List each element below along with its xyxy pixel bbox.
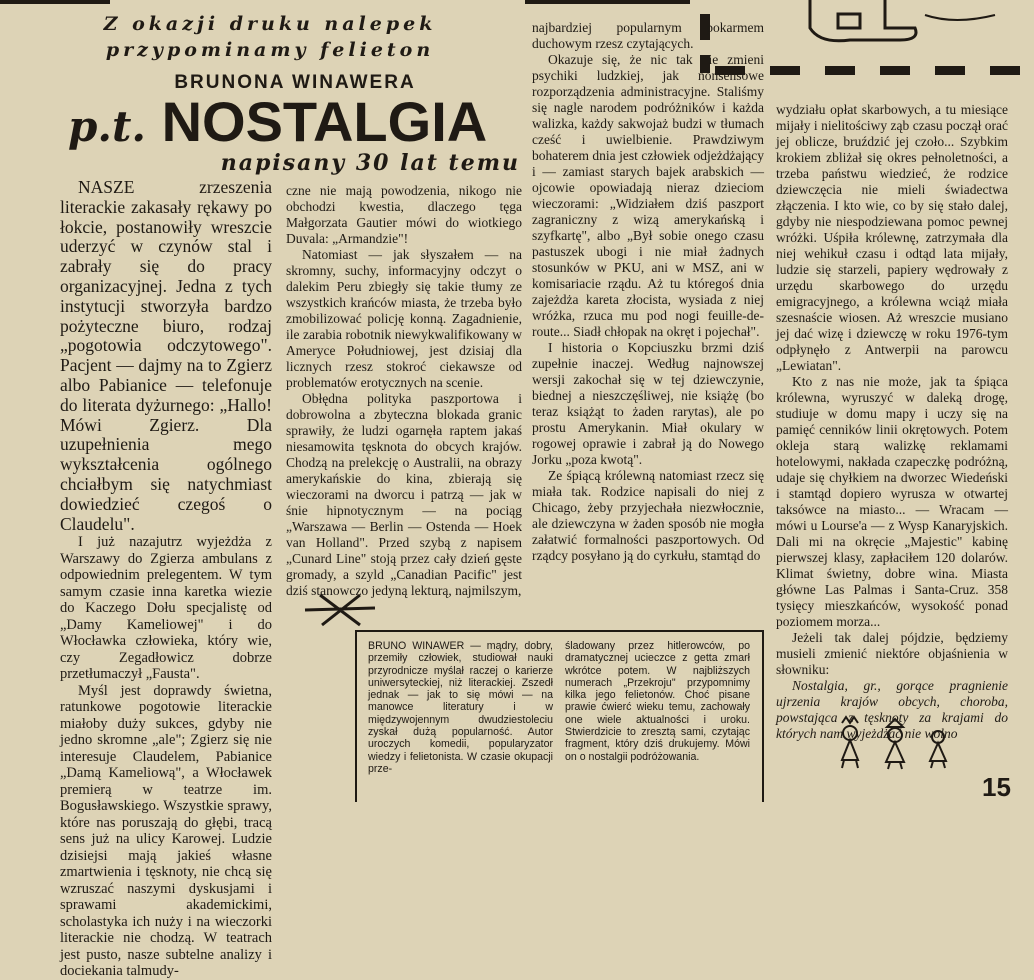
paragraph: Ze śpiącą królewną natomiast rzecz się miała tak. Rodzice napisali do niej z Chicago, żeby przyjechała niezwłocznie, ale dziewczyna w żaden sposób nie mogła załatwić formalności paszportowych. Od rządcy posyłano ją do cyrkułu, stamtąd do (532, 468, 764, 563)
top-rule-left (0, 0, 110, 4)
figures-icon (820, 715, 970, 770)
paragraph: Obłędna polityka paszportowa i dobrowolna a zbyteczna blokada granic sprawiły, że ludzi ogarnęła raptem jakaś niesamowita tęsknota do obcych krajów. Chodzą na prelekcję o Australii, na obrazy amerykańskie do kina, zbierają się wieczorami na dworcu i patrzą — jak w śnie hipnotycznym — na pociąg „Warszawa — Berlin — Ostenda — Hoek van Holland". Przed szybą z napisem „Cunard Line" stoją przez cały dzień gęste gromady, a szyld „Canadian Pacific" jest dziś stanowczo jedyną lekturą, najmilszym, (286, 391, 522, 598)
paragraph: NASZE zrzeszenia literackie zakasały rękawy po łokcie, postanowiły wreszcie uderzyć w czynów stal i zabrały się do pracy organizacyjnej. Jedna z tych instytucji stworzyła bardzo pożyteczne biuro, rodzaj „pogotowia odczytowego". Pacjent — dajmy na to Zgierz albo Pabianice — telefonuje do literata dyżurnego: „Hallo! Mówi Zgierz. Dla uzupełnienia mego wykształcenia ogólnego chciałbym się natychmiast dowiedzieć czegoś o Claudelu". (60, 177, 272, 534)
article-title (68, 92, 487, 157)
kicker-line-1: Z okazji druku nalepek (103, 13, 437, 35)
title-word: NOSTALGIA (161, 90, 488, 153)
subtitle: napisany 30 lat temu (220, 150, 520, 176)
paragraph: czne nie mają powodzenia, nikogo nie obchodzi kwestia, dlaczego tęga Małgorzata Gautier mówi do wiotkiego Duvala: „Armandzie"! (286, 183, 522, 246)
paragraph: I historia o Kopciuszku brzmi dziś zupełnie inaczej. Według najnowszej wersji zakochał się w tej dziewczynie, biednej a nieszczęśliwej, nie książę (bo teraz książąt to żaden rarytas), ale po prostu Amerykanin. Miał okulary w rogowej oprawie i zabrał ją do Nowego Jorku „poza kwotą". (532, 340, 764, 467)
paragraph: Natomiast — jak słyszałem — na skromny, suchy, informacyjny odczyt o dalekim Peru zbiegły się takie tłumy ze wszystkich krańców miasta, że trzeba było zmobilizować policję konną. Zagadnienie, ile zarabia robotnik niewykwalifikowany w Ameryce Południowej, jest dzisiaj dla licznych rzesz stokroć ciekawsze od problematów erotycznych na scenie. (286, 247, 522, 390)
column-1 (60, 177, 272, 980)
kicker-line-2: przypominamy felieton (105, 39, 435, 61)
column-3 (532, 20, 764, 612)
paragraph: Okazuje się, że nic tak nie zmieni psychiki ludzkiej, jak nonsensowe rozporządzenia administracyjne. Staliśmy się nagle narodem podróżników i każda walizka, każdy sakwojaż budzi w tłumach cześć i uwielbienie. Prawdziwym bohaterem dnia jest człowiek odjeżdżający i — zamiast starych bajek arabskich — ojcowie opowiadają nieraz dzieciom wieczorami: „Widziałem dziś paszport zagraniczny z wizą amerykańską i szyfkartę", albo „Był sobie onego czasu pastuszek ubogi i nie miał żadnych stosunków w PKU, ani w MSZ, ani w komisariacie rządu. Aż tu któregoś dnia zajeżdża kareta złocista, wysiada z niej wróżka, rzuca mu pod nogi feuille-de-route... Siadł chłopak na okręt i pojechał". (532, 52, 764, 339)
paragraph: Jeżeli tak dalej pójdzie, będziemy musieli zmienić niektóre objaśnienia w słowniku: (776, 630, 1008, 677)
paragraph: Myśl jest doprawdy świetna, ratunkowe pogotowie literackie miałoby duży sukces, gdyby nie jedno skromne „ale"; Zgierz się nie interesuje Claudelem, Pabianice „Damą Kameliową", a Włocławek premierą w teatrze im. Bogusławskiego. Wszystkie sprawy, które nas poruszają do głębi, tracą sens już na ulicy Karowej. Ludzie dzisiejsi mają jakieś własne zmartwienia i tęsknoty, nie chcą się wzruszać naszymi dyskusjami i sprawami akademickimi, scholastyka ich nuży i na wieczorki literackie nie chodzą. W teatrach jest pusto, nasze subtelne analizy i dociekania talmudy- (60, 682, 272, 980)
corner-illustration (790, 0, 1010, 50)
author-name: BRUNONA WINAWERA (174, 72, 416, 93)
travelers-illustration (820, 715, 970, 770)
page-number: 15 (982, 772, 1011, 802)
paragraph: Kto z nas nie może, jak ta śpiąca królewna, wyruszyć w daleką drogę, studiuje w domu mapy i uczy się na pamięć cenników linii okrętowych. Potem okleja starą walizkę reklamami hotelowymi, nakłada czapeczkę podróżną, udaje się chyłkiem na dworzec Wiedeński i stamtąd dopiero wyrusza w otwartej taksówce na miasto... — Wracam — mówi u Lourse'a — z Wysp Kanaryjskich. Dali mi na okręcie „Majestic" kabinę pierwszej klasy, zapłaciłem 120 dolarów. Klimat świetny, dobre wina. Miasta główne Las Palmas i Santa-Cruz. 358 tysięcy mieszkańców, wysokość ponad poziomem morza... (776, 374, 1008, 629)
bio-left: BRUNO WINAWER — mądry, dobry, przemiły człowiek, studiował nauki przyrodnicze myślał raczej o karierze uniwersyteckiej, niż literackiej. Zszedł jednak — jak to się mówi — na manowce literatury i w międzywojennym dwudziestoleciu zyskał dużą popularność. Autor uroczych komedii, popularyzator wiedzy i felietonista. W czasie okupacji prze- (368, 640, 553, 775)
paragraph: Nostalgia, gr., gorące pragnienie ujrzenia krajów obcych, choroba, powstająca z tęsknoty za krajami do których nam wyjeżdżać nie wolno (776, 678, 1008, 741)
asterisk-ornament-icon (300, 590, 380, 630)
pointing-hand-icon (790, 0, 1010, 50)
column-4 (776, 102, 1008, 741)
paragraph: najbardziej popularnym pokarmem duchowym rzesz czytających. (532, 20, 764, 51)
title-prefix: p.t. (68, 102, 147, 151)
bio-right: śladowany przez hitlerowców, po dramatycznej ucieczce z getta zmarł wkrótce potem. W najbliższych numerach „Przekroju" przypomnimy kilka jego felietonów. Choć pisane prawie ćwierć wieku temu, zachowały one wiele aktualności i uroku. Stwierdzicie to zresztą sami, czytając fragment, który dziś drukujemy. Mówi on o nostalgii podróżowania. (565, 640, 750, 763)
paragraph: I już nazajutrz wyjeżdża z Warszawy do Zgierza ambulans z odpowiednim prelegentem. W tym samym czasie inna karetka wiezie do Kaczego Dołu specjalistę od „Damy Kameliowej" i do Włocławka człowieka, który wie, czy Zegadłowicz dobrze przetłumaczył „Fausta". (60, 534, 272, 683)
top-rule-right (525, 0, 690, 4)
star-ornament (300, 590, 380, 630)
column-2 (286, 183, 522, 598)
paragraph: wydziału opłat skarbowych, a tu miesiące mijały i nielitościwy ząb czasu począł orać jej oblicze, bruździć jej czoło... Szybkim krokiem zbliżał się okres pełnoletności, a trzeba państwu wiedzieć, że rodzice dziewczęcia nie mieli świadectwa złączenia. I kto wie, co by się stało dalej, gdyby nie niespodziewana pomoc pewnej wróżki. Uśpiła królewnę, zatrzymała dla niej wehikuł czasu i odtąd lata mijały, ludzie się starzeli, papiery wędrowały z urzędu skarbowego do urzędu emigracyjnego, a królewna wciąż miała szesnaście wiosen. Aż wreszcie musiano jej dać wizę i dziewczę w roku 1976-tym odpłynęło z Antwerpii na parowcu „Lewiatan". (776, 102, 1008, 373)
